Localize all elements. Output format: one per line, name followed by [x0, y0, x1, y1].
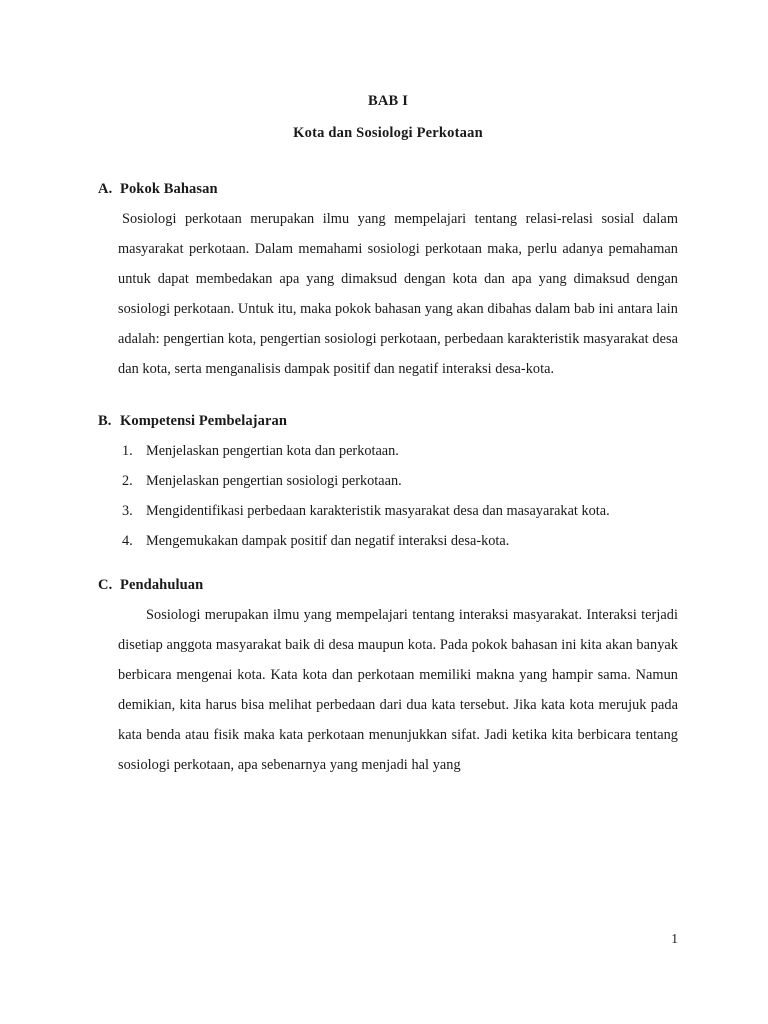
title-block	[98, 86, 678, 148]
section-letter-c: C.	[98, 577, 113, 593]
section-letter-b: B.	[98, 413, 112, 429]
section-heading-c	[98, 570, 678, 600]
list-item	[122, 436, 678, 466]
list-item	[122, 496, 678, 526]
chapter-title: BAB I	[367, 93, 409, 109]
section-title-a: Pokok Bahasan	[120, 181, 218, 197]
section-pokok-bahasan	[98, 174, 678, 384]
document-content	[98, 174, 678, 780]
list-item-marker: 2.	[122, 473, 133, 489]
spacer-a-b	[98, 384, 678, 406]
list-item-marker: 3.	[122, 503, 133, 519]
spacer-b-c	[98, 556, 678, 570]
section-kompetensi-pembelajaran	[98, 406, 678, 556]
competency-list	[122, 436, 678, 556]
section-heading-b	[98, 406, 678, 436]
list-item-text: Menjelaskan pengertian kota dan perkotaan.	[146, 443, 399, 459]
section-letter-a: A.	[98, 181, 113, 197]
section-heading-a	[98, 174, 678, 204]
list-item	[122, 526, 678, 556]
list-item-text: Mengemukakan dampak positif dan negatif interaksi desa-kota.	[146, 533, 510, 549]
list-item	[122, 466, 678, 496]
section-title-c: Pendahuluan	[120, 577, 204, 593]
list-item-text: Menjelaskan pengertian sosiologi perkotaan.	[146, 473, 402, 489]
section-title-b: Kompetensi Pembelajaran	[120, 413, 288, 429]
section-c-paragraph: Sosiologi merupakan ilmu yang mempelajari tentang interaksi masyarakat. Interaksi terjadi disetiap anggota masyarakat baik di desa maupun kota. Pada pokok bahasan ini kita akan banyak berbicara mengenai kota. Kata kota dan perkotaan memiliki makna yang hampir sama. Namun demikian, kita harus bisa melihat perbedaan dari dua kata tersebut. Jika kata kota merujuk pada kata benda atau fisik maka kata perkotaan menunjukkan sifat. Jadi ketika kita berbicara tentang sosiologi perkotaan, apa sebenarnya yang menjadi hal yang	[118, 607, 678, 773]
section-a-paragraph: Sosiologi perkotaan merupakan ilmu yang mempelajari tentang relasi-relasi sosial dalam masyarakat perkotaan. Dalam memahami sosiologi perkotaan maka, perlu adanya pemahaman untuk dapat membedakan apa yang dimaksud dengan kota dan apa yang dimaksud dengan sosiologi perkotaan. Untuk itu, maka pokok bahasan yang akan dibahas dalam bab ini antara lain adalah: pengertian kota, pengertian sosiologi perkotaan, perbedaan karakteristik masyarakat desa dan kota, serta menganalisis dampak positif dan negatif interaksi desa-kota.	[118, 211, 678, 377]
list-item-text: Mengidentifikasi perbedaan karakteristik masyarakat desa dan masayarakat kota.	[146, 503, 610, 519]
page-number: 1	[671, 931, 678, 946]
section-pendahuluan	[98, 570, 678, 780]
list-item-marker: 1.	[122, 443, 133, 459]
list-item-marker: 4.	[122, 533, 133, 549]
chapter-subtitle: Kota dan Sosiologi Perkotaan	[293, 125, 483, 141]
